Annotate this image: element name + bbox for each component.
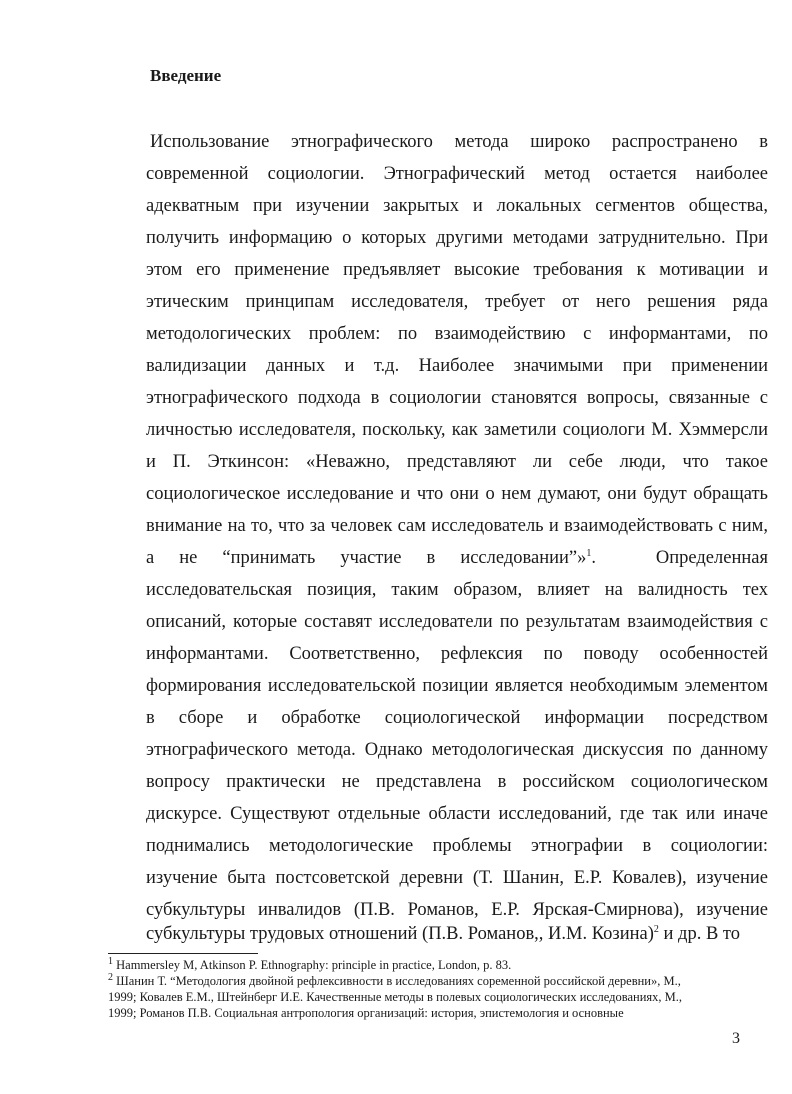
footnote-2-cont: 1999; Ковалев Е.М., Штейнберг И.Е. Качественные методы в полевых социологических исследованиях, М., xyxy=(108,990,682,1004)
footnote-text: Шанин Т. “Методология двойной рефлексивности в исследованиях соременной российской деревни», М., xyxy=(116,974,681,988)
footnote-ref-2[interactable]: 2 xyxy=(653,923,659,935)
page-number: 3 xyxy=(732,1030,740,1047)
section-heading: Введение xyxy=(150,66,222,85)
quote-end-text: а не “принимать участие в исследовании”» xyxy=(146,548,587,568)
paragraph-line: Использование этнографического метода широко распространено в xyxy=(150,132,768,152)
footnote-2 xyxy=(108,971,681,989)
line-text: субкультуры трудовых отношений (П.В. Романов,, И.М. Козина) xyxy=(146,924,654,944)
paragraph-line: вопросу практически не представлена в российском социологическом xyxy=(146,772,768,792)
paragraph-line: этнографического подхода в социологии становятся вопросы, связанные с xyxy=(146,388,768,408)
paragraph-line: этическим принципам исследователя, требует от него решения ряда xyxy=(146,292,768,312)
paragraph-line: этом его применение предъявляет высокие требования к мотивации и xyxy=(146,260,768,280)
paragraph-line: личностью исследователя, поскольку, как заметили социологи М. Хэммерсли xyxy=(146,420,768,440)
paragraph-line: этнографического метода. Однако методологическая дискуссия по данному xyxy=(146,740,768,760)
line-tail: и др. В то xyxy=(658,924,741,944)
footnote-mark: 2 xyxy=(108,971,113,983)
paragraph-line: получить информацию о которых другими методами затруднительно. При xyxy=(146,228,768,248)
paragraph-line: субкультуры инвалидов (П.В. Романов, Е.Р. Ярская-Смирнова), изучение xyxy=(146,900,768,920)
line-tail: Определенная xyxy=(655,548,768,568)
paragraph-line: информантами. Соответственно, рефлексия по поводу особенностей xyxy=(146,644,768,664)
paragraph-line: дискурсе. Существуют отдельные области исследований, где так или иначе xyxy=(146,804,768,824)
paragraph-line: исследовательская позиция, таким образом, влияет на валидность тех xyxy=(146,580,768,600)
paragraph-line: адекватным при изучении закрытых и локальных сегментов общества, xyxy=(146,196,768,216)
footnote-separator xyxy=(108,953,258,954)
footnote-text: Hammersley M, Atkinson P. Ethnography: principle in practice, London, p. 83. xyxy=(116,958,512,972)
paragraph-line: формирования исследовательской позиции является необходимым элементом xyxy=(146,676,768,696)
paragraph-line: валидизации данных и т.д. Наиболее значимыми при применении xyxy=(146,356,768,376)
footnote-1 xyxy=(108,955,512,973)
paragraph-line: социологическое исследование и что они о нем думают, они будут обращать xyxy=(146,484,768,504)
paragraph-line: внимание на то, что за человек сам исследователь и взаимодействовать с ним, xyxy=(146,516,768,536)
paragraph-line: поднимались методологические проблемы этнографии в социологии: xyxy=(146,836,768,856)
paragraph-line: изучение быта постсоветской деревни (Т. Шанин, Е.Р. Ковалев), изучение xyxy=(146,868,768,888)
paragraph-line: описаний, которые составят исследователи по результатам взаимодействия с xyxy=(146,612,768,632)
paragraph-line: в сборе и обработке социологической информации посредством xyxy=(146,708,768,728)
paragraph-line: методологических проблем: по взаимодействию с информантами, по xyxy=(146,324,768,344)
paragraph-line xyxy=(146,922,768,946)
paragraph-line: современной социологии. Этнографический метод остается наиболее xyxy=(146,164,768,184)
paragraph-line: и П. Эткинсон: «Неважно, представляют ли себе люди, что такое xyxy=(146,452,768,472)
paragraph-line: а не “принимать участие в исследовании”»$^1$. Определенная xyxy=(146,547,768,568)
footnote-ref-1[interactable]: 1 xyxy=(586,547,592,559)
footnote-2-cont: 1999; Романов П.В. Социальная антропология организаций: история, эпистемология и основные xyxy=(108,1006,624,1020)
footnote-mark: 1 xyxy=(108,955,113,967)
